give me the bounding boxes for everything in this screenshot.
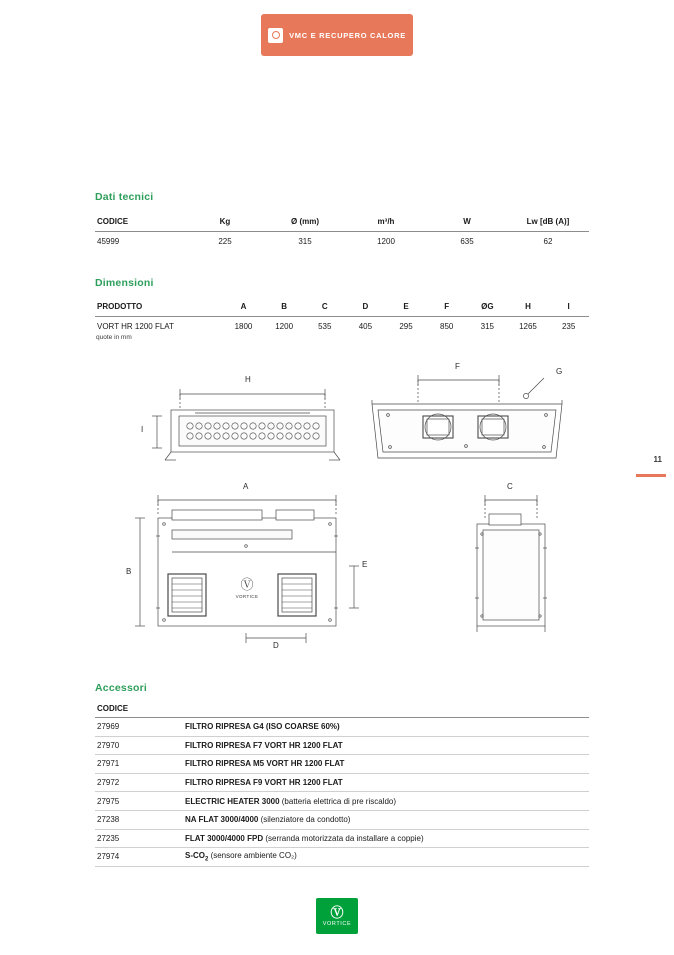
cell-og: 315	[480, 322, 494, 331]
dim-label-b: B	[126, 567, 132, 576]
accessory-title: ELECTRIC HEATER 3000	[185, 796, 280, 806]
drawing-front-elevation-svg	[135, 358, 350, 468]
accessory-detail: (silenziatore da condotto)	[258, 815, 351, 825]
col-header-og: ØG	[467, 297, 508, 317]
category-tab-label: VMC E RECUPERO CALORE	[289, 30, 406, 40]
accessory-title: NA FLAT 3000/4000	[185, 815, 259, 825]
svg-text:VORTICE: VORTICE	[235, 594, 259, 599]
cell-d: 405	[358, 322, 373, 331]
table-row	[95, 736, 589, 755]
table-row	[95, 773, 589, 792]
drawing-plan-view	[126, 478, 376, 653]
accessory-title: FILTRO RIPRESA G4 (ISO COARSE 60%)	[185, 722, 340, 732]
table-row	[95, 810, 589, 829]
accessory-detail: (sensore ambiente CO₂)	[208, 851, 297, 861]
cell-h: 1265	[519, 322, 537, 331]
table-header-row	[95, 700, 589, 718]
col-header-codice-accessori: CODICE	[95, 700, 183, 718]
cell-accessory-code: 27974	[95, 848, 183, 867]
drawing-side-view-svg	[455, 478, 575, 653]
drawing-top-view	[366, 358, 576, 468]
col-header-a: A	[223, 297, 264, 317]
cell-c: 535	[318, 322, 332, 331]
dati-tecnici-table	[95, 212, 589, 251]
cell-portata: 1200	[377, 237, 395, 246]
table-header-row	[95, 212, 589, 232]
cell-accessory-code: 27235	[95, 829, 183, 848]
col-header-b: B	[264, 297, 305, 317]
page-accent-rule	[636, 474, 666, 477]
drawing-plan-view-svg	[126, 478, 376, 653]
section-title-accessori: Accessori	[95, 682, 147, 694]
cell-accessory-code: 27238	[95, 810, 183, 829]
accessory-title: FILTRO RIPRESA F7 VORT HR 1200 FLAT	[185, 740, 343, 750]
cell-e: 295	[399, 322, 413, 331]
dim-label-d: D	[273, 641, 279, 650]
accessory-detail: (serranda motorizzata da installare a coppie)	[263, 833, 424, 843]
col-header-e: E	[386, 297, 427, 317]
section-title-dati-tecnici: Dati tecnici	[95, 191, 154, 203]
table-row	[95, 848, 589, 867]
dim-label-g: G	[556, 367, 563, 376]
cell-accessory-code: 27975	[95, 792, 183, 811]
col-header-watt: W	[427, 212, 507, 232]
quote-note: quote in mm	[96, 334, 132, 341]
accessori-table	[95, 700, 589, 867]
cell-accessory-code: 27972	[95, 773, 183, 792]
table-row	[95, 317, 589, 337]
svg-text:Ⓥ: Ⓥ	[240, 577, 254, 592]
cell-accessory-code: 27970	[95, 736, 183, 755]
drawing-side-view	[455, 478, 575, 653]
fan-icon	[268, 28, 283, 43]
col-header-codice: CODICE	[95, 212, 185, 232]
accessory-title: FLAT 3000/4000 FPD	[185, 833, 264, 843]
table-row	[95, 792, 589, 811]
col-header-diametro: Ø (mm)	[265, 212, 345, 232]
drawing-top-view-svg	[366, 358, 576, 468]
cell-b: 1200	[275, 322, 294, 331]
col-header-h: H	[508, 297, 549, 317]
col-header-portata: m³/h	[345, 212, 427, 232]
cell-accessory-description	[183, 718, 589, 737]
category-tab	[261, 14, 413, 56]
col-header-f: F	[426, 297, 467, 317]
cell-watt: 635	[460, 237, 474, 246]
table-header-row	[95, 297, 589, 317]
col-header-i: I	[548, 297, 589, 317]
cell-prodotto: VORT HR 1200 FLAT	[97, 322, 174, 331]
dim-label-c: C	[507, 482, 513, 491]
accessory-detail: (batteria elettrica di pre riscaldo)	[279, 796, 397, 806]
table-row	[95, 755, 589, 774]
dim-label-f: F	[455, 362, 460, 371]
dim-label-e: E	[362, 560, 368, 569]
footer-brand-name: VORTICE	[322, 920, 352, 927]
accessory-title-subscript: 2	[205, 856, 209, 863]
cell-codice: 45999	[97, 237, 120, 246]
col-header-d: D	[345, 297, 386, 317]
cell-accessory-description	[183, 810, 589, 829]
col-header-kg: Kg	[185, 212, 265, 232]
cell-lw: 62	[543, 237, 553, 246]
accessory-title: S-CO	[185, 851, 205, 861]
cell-accessory-description	[183, 755, 589, 774]
cell-a: 1800	[234, 322, 253, 331]
table-row	[95, 232, 589, 252]
cell-f: 850	[440, 322, 454, 331]
table-row	[95, 718, 589, 737]
cell-accessory-description	[183, 792, 589, 811]
cell-accessory-description	[183, 736, 589, 755]
cell-accessory-code: 27969	[95, 718, 183, 737]
accessory-title: FILTRO RIPRESA M5 VORT HR 1200 FLAT	[185, 759, 345, 769]
drawing-front-elevation	[135, 358, 350, 468]
col-header-lw: Lw [dB (A)]	[507, 212, 589, 232]
cell-diametro: 315	[298, 237, 312, 246]
dim-label-a: A	[243, 482, 249, 491]
col-header-c: C	[304, 297, 345, 317]
cell-kg: 225	[218, 237, 232, 246]
section-title-dimensioni: Dimensioni	[95, 277, 154, 289]
cell-accessory-description	[183, 829, 589, 848]
table-row	[95, 829, 589, 848]
vortice-mark-icon: Ⓥ	[330, 904, 344, 920]
col-header-prodotto: PRODOTTO	[95, 297, 223, 317]
footer-logo	[316, 898, 358, 934]
col-header-descrizione	[183, 700, 589, 718]
dim-label-i: I	[141, 425, 144, 434]
cell-accessory-code: 27971	[95, 755, 183, 774]
dimensioni-table	[95, 297, 589, 336]
page-number: 11	[653, 455, 662, 464]
dim-label-h: H	[245, 375, 251, 384]
accessory-title: FILTRO RIPRESA F9 VORT HR 1200 FLAT	[185, 778, 343, 788]
cell-i: 235	[561, 322, 576, 331]
cell-accessory-description	[183, 848, 589, 867]
cell-accessory-description	[183, 773, 589, 792]
